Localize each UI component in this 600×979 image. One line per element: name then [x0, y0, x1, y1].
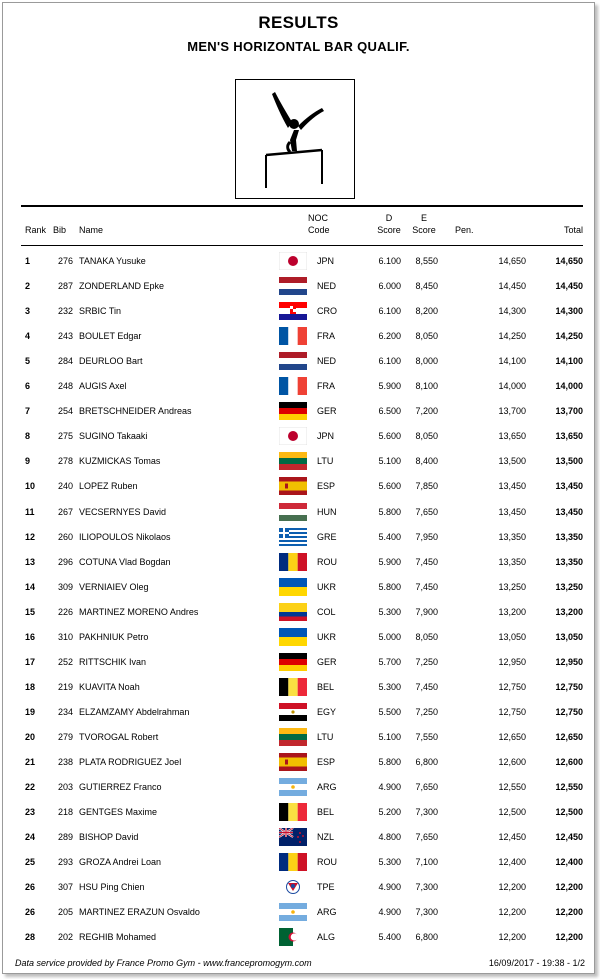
esp-flag-icon — [279, 477, 307, 495]
noc-code-cell: FRA — [317, 331, 335, 342]
total-cell: 13,050 — [555, 631, 583, 642]
table-row — [21, 724, 583, 749]
ltu-flag-icon — [279, 452, 307, 470]
noc-code-cell: TPE — [317, 882, 335, 893]
cro-flag-icon — [279, 302, 307, 320]
jpn-flag-icon — [279, 427, 307, 445]
gre-flag-icon — [279, 528, 307, 546]
ukr-flag-icon — [279, 578, 307, 596]
total-cell: 13,650 — [555, 431, 583, 442]
bib-cell: 248 — [57, 381, 73, 392]
e-score-cell: 7,450 — [415, 581, 438, 592]
bib-cell: 238 — [57, 757, 73, 767]
e-score-cell: 7,550 — [415, 731, 438, 742]
d-score-cell: 5.800 — [378, 506, 401, 517]
noc-code-cell: NED — [317, 356, 337, 367]
noc-code-cell: CRO — [317, 306, 337, 317]
nzl-flag-icon — [279, 828, 307, 846]
fra-flag-icon — [279, 327, 307, 345]
table-row — [21, 373, 583, 398]
bib-cell: 276 — [57, 256, 73, 266]
table-row — [21, 749, 583, 774]
table-row — [21, 273, 583, 298]
d-score-cell: 4.900 — [378, 907, 401, 918]
total-cell: 13,350 — [555, 531, 583, 542]
e-score-cell: 8,000 — [415, 356, 438, 367]
bib-cell: 219 — [57, 681, 73, 692]
total-cell: 12,200 — [555, 932, 583, 943]
athlete-name-cell: GUTIERREZ Franco — [79, 782, 162, 793]
athlete-name-cell: COTUNA Vlad Bogdan — [79, 556, 171, 567]
athlete-name-cell: RITTSCHIK Ivan — [79, 656, 147, 667]
arg-flag-icon — [279, 903, 307, 921]
total-cell: 12,750 — [555, 706, 583, 717]
athlete-name-cell: REGHIB Mohamed — [79, 932, 157, 943]
score-cell: 13,500 — [498, 456, 526, 467]
e-score-cell: 6,800 — [415, 757, 438, 767]
bib-cell: 296 — [57, 556, 73, 567]
noc-code-cell: LTU — [317, 731, 334, 742]
table-row — [21, 599, 583, 624]
esp-flag-icon — [279, 753, 307, 771]
rank-cell: 2 — [25, 281, 31, 292]
rank-cell: 17 — [25, 656, 36, 667]
total-cell: 13,200 — [555, 606, 583, 617]
col-total-header: Total — [563, 225, 583, 235]
rank-cell: 25 — [25, 857, 36, 868]
score-cell: 13,450 — [498, 506, 526, 517]
table-row — [21, 824, 583, 849]
table-row — [21, 849, 583, 874]
bib-cell: 275 — [57, 431, 73, 442]
ltu-flag-icon — [279, 728, 307, 746]
rank-cell: 8 — [25, 431, 31, 442]
bib-cell: 307 — [57, 882, 73, 893]
d-score-cell: 6.100 — [378, 256, 401, 266]
noc-code-cell: ARG — [317, 782, 337, 793]
score-cell: 14,450 — [498, 281, 526, 292]
score-cell: 12,750 — [498, 706, 526, 717]
athlete-name-cell: PAKHNIUK Petro — [79, 631, 149, 642]
bib-cell: 240 — [57, 481, 73, 492]
rank-cell: 5 — [25, 356, 31, 367]
table-row — [21, 649, 583, 674]
footer-timestamp: 16/09/2017 - 19:38 - 1/2 — [488, 958, 585, 968]
rank-cell: 10 — [25, 481, 36, 492]
total-cell: 14,650 — [555, 256, 583, 266]
table-row — [21, 398, 583, 423]
noc-code-cell: JPN — [317, 256, 335, 266]
total-cell: 12,500 — [555, 807, 583, 818]
col-e-header-2: Score — [412, 225, 436, 235]
athlete-name-cell: DEURLOO Bart — [79, 356, 143, 367]
noc-code-cell: ESP — [317, 481, 336, 492]
athlete-name-cell: BOULET Edgar — [79, 331, 142, 342]
bib-cell: 279 — [57, 731, 73, 742]
table-row — [21, 524, 583, 549]
total-cell: 12,750 — [555, 681, 583, 692]
e-score-cell: 7,200 — [415, 406, 438, 417]
athlete-name-cell: SRBIC Tin — [79, 306, 122, 317]
rank-cell: 11 — [25, 506, 35, 517]
noc-code-cell: GER — [317, 406, 337, 417]
d-score-cell: 5.300 — [378, 857, 401, 868]
d-score-cell: 6.200 — [378, 331, 401, 342]
table-row — [21, 774, 583, 799]
d-score-cell: 5.200 — [378, 807, 401, 818]
d-score-cell: 4.900 — [378, 882, 401, 893]
rank-cell: 12 — [25, 531, 36, 542]
noc-code-cell: HUN — [317, 506, 337, 517]
athlete-name-cell: HSU Ping Chien — [79, 882, 145, 893]
athlete-name-cell: AUGIS Axel — [79, 381, 127, 392]
rank-cell: 18 — [25, 681, 36, 692]
rank-cell: 26 — [25, 907, 36, 918]
e-score-cell: 7,250 — [415, 706, 438, 717]
athlete-name-cell: TANAKA Yusuke — [79, 256, 146, 266]
e-score-cell: 8,200 — [415, 306, 438, 317]
score-cell: 12,200 — [498, 907, 526, 918]
ned-flag-icon — [279, 352, 307, 370]
score-cell: 13,200 — [498, 606, 526, 617]
score-cell: 12,600 — [498, 757, 526, 767]
d-score-cell: 5.800 — [378, 757, 401, 767]
table-row — [21, 899, 583, 924]
total-cell: 14,000 — [555, 381, 583, 392]
score-cell: 14,000 — [498, 381, 526, 392]
e-score-cell: 7,900 — [415, 606, 438, 617]
total-cell: 12,200 — [555, 882, 583, 893]
bib-cell: 289 — [57, 832, 73, 843]
page-title: RESULTS — [258, 13, 339, 32]
noc-code-cell: GER — [317, 656, 337, 667]
noc-code-cell: ARG — [317, 907, 337, 918]
col-name-header: Name — [79, 225, 104, 235]
athlete-name-cell: MARTINEZ ERAZUN Osvaldo — [79, 907, 200, 918]
athlete-name-cell: ELZAMZAMY Abdelrahman — [79, 706, 190, 717]
e-score-cell: 7,250 — [415, 656, 438, 667]
bib-cell: 278 — [57, 456, 73, 467]
tpe-flag-icon — [279, 878, 307, 896]
rank-cell: 4 — [25, 331, 31, 342]
e-score-cell: 6,800 — [415, 932, 438, 943]
noc-code-cell: ESP — [317, 757, 336, 767]
d-score-cell: 5.500 — [378, 706, 401, 717]
col-e-header-1: E — [420, 213, 427, 223]
table-row — [21, 499, 583, 524]
total-cell: 13,450 — [555, 481, 583, 492]
table-header-rule — [21, 245, 583, 246]
table-row — [21, 323, 583, 348]
total-cell: 12,550 — [555, 782, 583, 793]
d-score-cell: 5.600 — [378, 481, 401, 492]
table-row — [21, 298, 583, 323]
score-cell: 14,300 — [498, 306, 526, 317]
score-cell: 12,450 — [498, 832, 526, 843]
rank-cell: 16 — [25, 631, 36, 642]
table-row — [21, 574, 583, 599]
rank-cell: 3 — [25, 306, 31, 317]
score-cell: 12,200 — [498, 882, 526, 893]
table-row — [21, 248, 583, 273]
rank-cell: 20 — [25, 731, 36, 742]
noc-code-cell: EGY — [317, 706, 337, 717]
rank-cell: 9 — [25, 456, 31, 467]
athlete-name-cell: LOPEZ Ruben — [79, 481, 138, 492]
rank-cell: 28 — [25, 932, 36, 943]
table-row — [21, 799, 583, 824]
total-cell: 12,200 — [555, 907, 583, 918]
table-row — [21, 348, 583, 373]
bel-flag-icon — [279, 678, 307, 696]
d-score-cell: 5.900 — [378, 556, 401, 567]
bib-cell: 232 — [57, 306, 73, 317]
table-row — [21, 699, 583, 724]
bib-cell: 226 — [57, 606, 73, 617]
col-rank-header: Rank — [25, 225, 47, 235]
noc-code-cell: BEL — [317, 807, 335, 818]
bib-cell: 205 — [57, 907, 73, 918]
bib-cell: 234 — [57, 706, 73, 717]
total-cell: 12,450 — [555, 832, 583, 843]
ukr-flag-icon — [279, 628, 307, 646]
ger-flag-icon — [279, 402, 307, 420]
noc-code-cell: NED — [317, 281, 337, 292]
bib-cell: 284 — [57, 356, 73, 367]
total-cell: 14,300 — [555, 306, 583, 317]
table-row — [21, 624, 583, 649]
rank-cell: 6 — [25, 381, 31, 392]
rank-cell: 1 — [25, 256, 31, 266]
d-score-cell: 5.100 — [378, 456, 401, 467]
score-cell: 12,950 — [498, 656, 526, 667]
d-score-cell: 6.100 — [378, 356, 401, 367]
bib-cell: 310 — [57, 631, 73, 642]
footer-credit: Data service provided by France Promo Gym - www.francepromogym.com — [15, 958, 312, 968]
e-score-cell: 8,450 — [415, 281, 438, 292]
e-score-cell: 8,050 — [415, 431, 438, 442]
bib-cell: 260 — [57, 531, 73, 542]
e-score-cell: 7,850 — [415, 481, 438, 492]
col-flag-icon — [279, 603, 307, 621]
d-score-cell: 6.500 — [378, 406, 401, 417]
rou-flag-icon — [279, 553, 307, 571]
col-bib-header: Bib — [53, 225, 67, 235]
total-cell: 12,950 — [555, 656, 583, 667]
athlete-name-cell: ZONDERLAND Epke — [79, 281, 165, 292]
total-cell: 12,600 — [555, 757, 583, 767]
bib-cell: 203 — [57, 782, 73, 793]
table-row — [21, 674, 583, 699]
results-page — [2, 2, 595, 974]
total-cell: 13,350 — [555, 556, 583, 567]
e-score-cell: 7,450 — [415, 556, 438, 567]
total-cell: 13,500 — [555, 456, 583, 467]
athlete-name-cell: GENTGES Maxime — [79, 807, 158, 818]
rank-cell: 21 — [25, 757, 36, 767]
bib-cell: 267 — [57, 506, 73, 517]
e-score-cell: 7,950 — [415, 531, 438, 542]
athlete-name-cell: KUAVITA Noah — [79, 681, 140, 692]
e-score-cell: 8,400 — [415, 456, 438, 467]
e-score-cell: 7,100 — [415, 857, 438, 868]
ned-flag-icon — [279, 277, 307, 295]
e-score-cell: 8,050 — [415, 331, 438, 342]
rank-cell: 22 — [25, 782, 36, 793]
noc-code-cell: ROU — [317, 556, 337, 567]
d-score-cell: 5.400 — [378, 932, 401, 943]
rank-cell: 7 — [25, 406, 31, 417]
noc-code-cell: FRA — [317, 381, 335, 392]
d-score-cell: 4.900 — [378, 782, 401, 793]
d-score-cell: 6.000 — [378, 281, 401, 292]
page-subtitle: MEN'S HORIZONTAL BAR QUALIF. — [187, 39, 410, 54]
score-cell: 13,350 — [498, 531, 526, 542]
col-d-header-1: D — [385, 213, 393, 223]
d-score-cell: 5.900 — [378, 381, 401, 392]
e-score-cell: 7,300 — [415, 907, 438, 918]
score-cell: 12,650 — [498, 731, 526, 742]
alg-flag-icon — [279, 928, 307, 946]
rank-cell: 14 — [25, 581, 36, 592]
arg-flag-icon — [279, 778, 307, 796]
noc-code-cell: JPN — [317, 431, 335, 442]
e-score-cell: 8,050 — [415, 631, 438, 642]
athlete-name-cell: MARTINEZ MORENO Andres — [79, 606, 199, 617]
rank-cell: 15 — [25, 606, 36, 617]
noc-code-cell: UKR — [317, 581, 337, 592]
total-cell: 13,450 — [555, 506, 583, 517]
total-cell: 13,250 — [555, 581, 583, 592]
d-score-cell: 5.300 — [378, 681, 401, 692]
score-cell: 12,750 — [498, 681, 526, 692]
noc-code-cell: LTU — [317, 456, 334, 467]
score-cell: 13,250 — [498, 581, 526, 592]
athlete-name-cell: BISHOP David — [79, 832, 139, 843]
table-row — [21, 448, 583, 473]
col-pen-header: Pen. — [455, 225, 474, 235]
table-row — [21, 874, 583, 899]
col-d-header-2: Score — [377, 225, 401, 235]
rank-cell: 24 — [25, 832, 36, 843]
d-score-cell: 5.700 — [378, 656, 401, 667]
col-noc-header-1: NOC — [308, 213, 328, 223]
d-score-cell: 4.800 — [378, 832, 401, 843]
score-cell: 12,500 — [498, 807, 526, 818]
bib-cell: 309 — [57, 581, 73, 592]
bib-cell: 243 — [57, 331, 73, 342]
noc-code-cell: NZL — [317, 832, 335, 843]
table-row — [21, 549, 583, 574]
e-score-cell: 8,100 — [415, 381, 438, 392]
score-cell: 14,650 — [498, 256, 526, 266]
d-score-cell: 5.300 — [378, 606, 401, 617]
rou-flag-icon — [279, 853, 307, 871]
bib-cell: 202 — [57, 932, 73, 943]
table-top-rule — [21, 205, 583, 207]
e-score-cell: 7,650 — [415, 832, 438, 843]
noc-code-cell: GRE — [317, 531, 337, 542]
score-cell: 13,350 — [498, 556, 526, 567]
score-cell: 13,700 — [498, 406, 526, 417]
total-cell: 14,450 — [555, 281, 583, 292]
score-cell: 14,250 — [498, 331, 526, 342]
rank-cell: 26 — [25, 882, 36, 893]
score-cell: 12,400 — [498, 857, 526, 868]
total-cell: 14,250 — [555, 331, 583, 342]
athlete-name-cell: SUGINO Takaaki — [79, 431, 148, 442]
athlete-name-cell: KUZMICKAS Tomas — [79, 456, 161, 467]
athlete-name-cell: VECSERNYES David — [79, 506, 167, 517]
hun-flag-icon — [279, 503, 307, 521]
e-score-cell: 7,650 — [415, 782, 438, 793]
total-cell: 12,650 — [555, 731, 583, 742]
score-cell: 12,550 — [498, 782, 526, 793]
bib-cell: 218 — [57, 807, 73, 818]
ger-flag-icon — [279, 653, 307, 671]
athlete-name-cell: ILIOPOULOS Nikolaos — [79, 531, 171, 542]
d-score-cell: 5.400 — [378, 531, 401, 542]
bib-cell: 252 — [57, 656, 73, 667]
fra-flag-icon — [279, 377, 307, 395]
score-cell: 13,050 — [498, 631, 526, 642]
horizontal-bar-pictogram-icon — [235, 79, 355, 199]
jpn-flag-icon — [279, 252, 307, 270]
d-score-cell: 6.100 — [378, 306, 401, 317]
athlete-name-cell: GROZA Andrei Loan — [79, 857, 162, 868]
noc-code-cell: BEL — [317, 681, 335, 692]
total-cell: 12,400 — [555, 857, 583, 868]
d-score-cell: 5.000 — [378, 631, 401, 642]
table-row — [21, 423, 583, 448]
total-cell: 14,100 — [555, 356, 583, 367]
noc-code-cell: UKR — [317, 631, 337, 642]
bib-cell: 287 — [57, 281, 73, 292]
e-score-cell: 7,300 — [415, 807, 438, 818]
d-score-cell: 5.800 — [378, 581, 401, 592]
athlete-name-cell: TVOROGAL Robert — [79, 731, 159, 742]
athlete-name-cell: PLATA RODRIGUEZ Joel — [79, 757, 182, 767]
score-cell: 13,450 — [498, 481, 526, 492]
egy-flag-icon — [279, 703, 307, 721]
score-cell: 13,650 — [498, 431, 526, 442]
table-row — [21, 473, 583, 498]
d-score-cell: 5.100 — [378, 731, 401, 742]
d-score-cell: 5.600 — [378, 431, 401, 442]
e-score-cell: 7,650 — [415, 506, 438, 517]
e-score-cell: 7,300 — [415, 882, 438, 893]
table-row — [21, 924, 583, 949]
bib-cell: 254 — [57, 406, 73, 417]
noc-code-cell: COL — [317, 606, 336, 617]
noc-code-cell: ROU — [317, 857, 337, 868]
rank-cell: 13 — [25, 556, 36, 567]
athlete-name-cell: VERNIAIEV Oleg — [79, 581, 149, 592]
e-score-cell: 7,450 — [415, 681, 438, 692]
score-cell: 12,200 — [498, 932, 526, 943]
col-noc-header-2: Code — [308, 225, 330, 235]
bel-flag-icon — [279, 803, 307, 821]
total-cell: 13,700 — [555, 406, 583, 417]
athlete-name-cell: BRETSCHNEIDER Andreas — [79, 406, 192, 417]
bib-cell: 293 — [57, 857, 73, 868]
e-score-cell: 8,550 — [415, 256, 438, 266]
noc-code-cell: ALG — [317, 932, 336, 943]
rank-cell: 23 — [25, 807, 36, 818]
score-cell: 14,100 — [498, 356, 526, 367]
rank-cell: 19 — [25, 706, 36, 717]
